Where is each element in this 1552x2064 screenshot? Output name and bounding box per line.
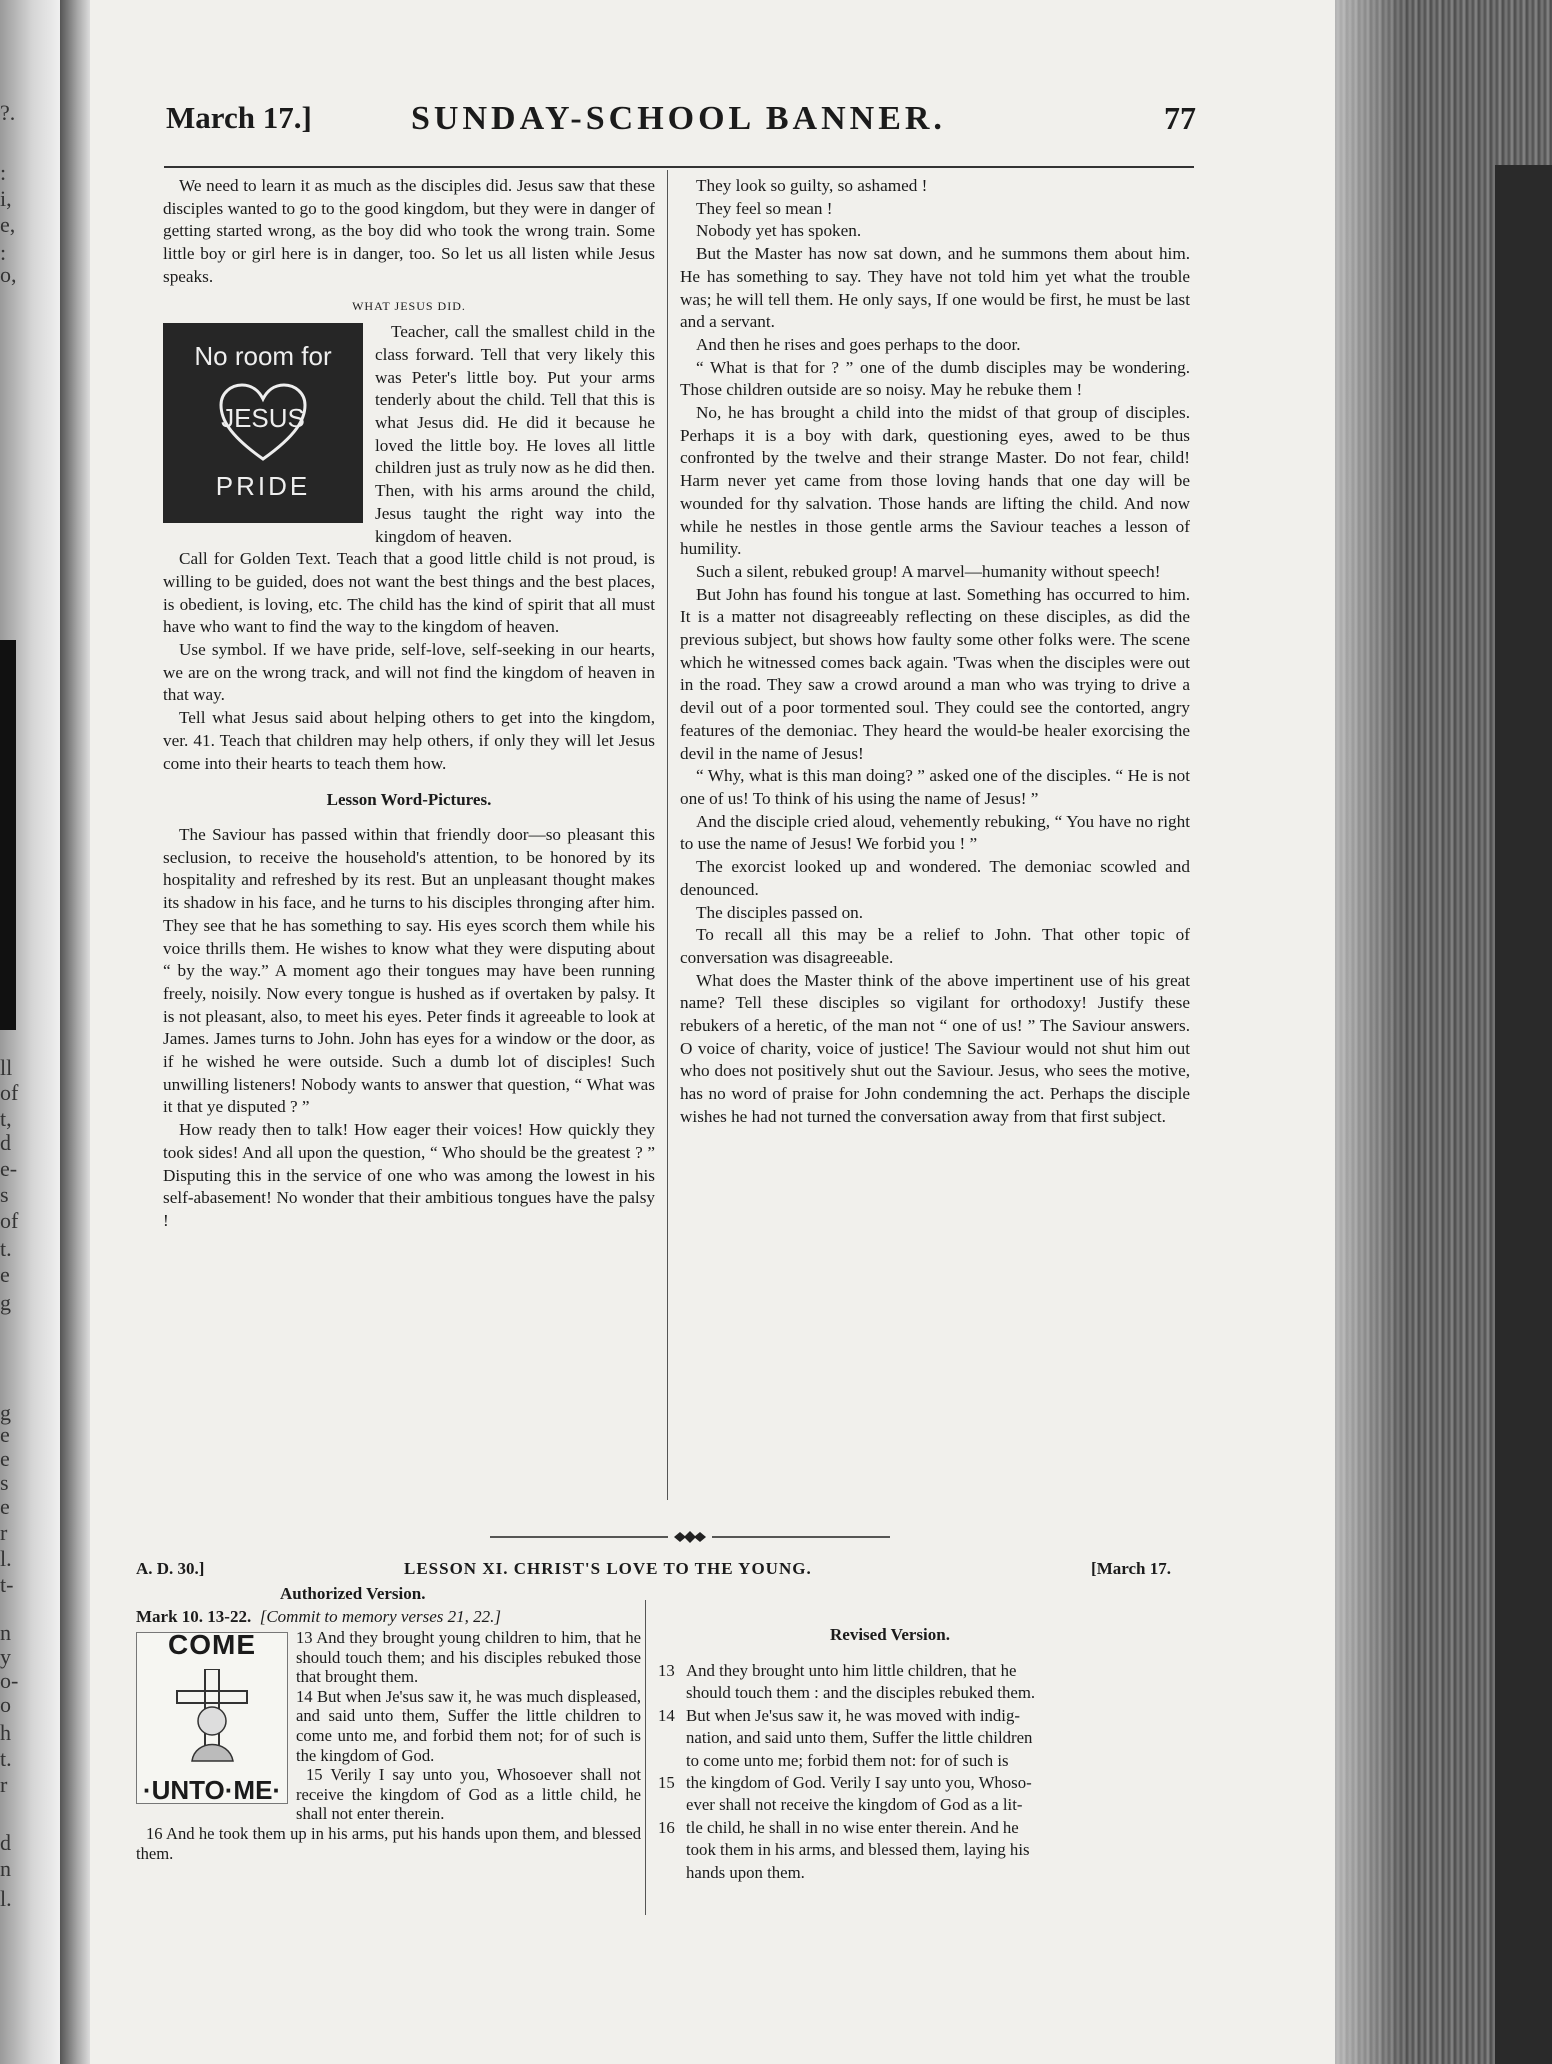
left-page-text-fragment: s [0,1470,9,1495]
cut-bottom-text: PRIDE [215,471,311,502]
left-page-dark-block [0,640,16,1030]
left-page-text-fragment: e- [0,1156,18,1181]
helping-paragraph: Tell what Jesus said about helping others to get into the kingdom, ver. 41. Teach that children may help others, if only they will let Jesus come into their hearts to teach them how. [163,708,655,773]
commit-note: [Commit to memory verses 21, 22.] [259,1607,502,1626]
golden-text-paragraph: Call for Golden Text. Teach that a good little child is not proud, is willing to be guided, does not want the best things and the best places, is obedient, is loving, etc. The child has the kind of spirit that all must have who want to find the way to the kingdom of heaven. [163,549,655,637]
rv-line-text: hands upon them. [686,1862,805,1882]
left-page-text-fragment: l. [0,1886,12,1911]
left-page-text-fragment: y [0,1644,11,1669]
book-gutter [60,0,90,2064]
left-page-text-fragment: : [0,240,7,265]
left-page-text-fragment: n [0,1620,11,1645]
intro-paragraph: We need to learn it as much as the disciples did. Jesus saw that these disciples wanted to go to the good kingdom, but they were in danger of getting started wrong, as the boy did who took the wrong train. Some little boy or girl here is in danger, too. So let us all listen while Jesus speaks. [163,176,655,286]
left-page-text-fragment: t, [0,1106,12,1131]
left-page-text-fragment: t. [0,1746,12,1771]
left-page-text-fragment: o [0,1692,11,1717]
ready-to-talk-paragraph: How ready then to talk! How eager their voices! How quickly they took sides! And all upon the question, “ Who should be the greatest ? ” Disputing this in the service of one who was among the lowest in his self-abasement! No wonder that their ambitious tongues have the palsy ! [163,1120,655,1230]
left-page-edge [0,0,60,2064]
left-page-text-fragment: n [0,1856,11,1881]
master-sat-paragraph: But the Master has now sat down, and he summons them about him. He has something to say. They have not told him yet what the trouble was; he will tell them. He only says, If one would be first, he must be last and a servant. [680,244,1190,332]
word-pictures-heading: Lesson Word-Pictures. [326,790,492,810]
cut-top-text: No room for [194,341,332,372]
rv-line-text: the kingdom of God. Verily I say unto you, Whoso- [686,1773,1032,1793]
left-page-text-fragment: ll [0,1055,13,1080]
authorized-version-heading: Authorized Version. [280,1584,426,1603]
rv-verse-number: 13 [658,1661,675,1680]
left-page-text-fragment: e [0,1422,10,1447]
lesson-year: A. D. 30.] [136,1559,205,1578]
rv-line-text: tle child, he shall in no wise enter therein. And he [686,1817,1019,1837]
spoken-line: Nobody yet has spoken. [696,221,862,241]
rv-verse-number [658,1682,686,1704]
rv-line [658,1727,1168,1749]
teacher-paragraph: Teacher, call the smallest child in the class forward. Tell that very likely this was Peter's little boy. Put your arms tenderly about the child. Tell that this is what Jesus did. He did it because he loved the little boy. He loves all little children just as truly now as he did then. Then, with his arms around the child, Jesus taught the right way into the kingdom of heaven. [375,322,655,546]
rv-verse-number [658,1862,686,1884]
rv-line [658,1862,1168,1884]
what-jesus-did-heading: WHAT JESUS DID. [352,298,466,313]
john-tongue-paragraph: But John has found his tongue at last. Something has occurred to him. It is a matter not disagreeably reflecting on these disciples, as did the previous subject, but shows how faulty some other folks were. The scene which he witnessed comes back again. 'Twas when the disciples were out in the road. They saw a crowd around a man who was trying to drive a devil out of a poor tormented soul. They could see the contorted, angry features of the demoniac. They heard the would-be healer exorcising the devil in the name of Jesus! [680,584,1190,763]
running-header [166,100,1196,146]
disciple-cried-paragraph: And the disciple cried aloud, vehemently rebuking, “ You have no right to use the name of Jesus! We forbid you ! ” [680,811,1190,854]
lesson-date: [March 17. [1091,1559,1171,1578]
left-page-text-fragment: l. [0,1546,12,1571]
lesson-title-line [136,1555,1171,1585]
authorized-version-text [136,1628,641,1863]
rv-line [658,1660,1168,1682]
page-number: 77 [1164,100,1196,136]
rv-verse-number [658,1727,686,1749]
left-page-text-fragment: t- [0,1572,14,1597]
rv-line-text: nation, and said unto them, Suffer the little children [686,1728,1033,1748]
header-date: March 17.] [166,100,312,135]
left-page-text-fragment: d [0,1830,11,1855]
left-page-text-fragment: of [0,1208,19,1233]
version-divider [645,1600,646,1915]
av-verse-16: 16 And he took them up in his arms, put his hands upon them, and blessed them. [136,1823,641,1863]
book-spine [1495,165,1552,2064]
lesson-title: LESSON XI. CHRIST'S LOVE TO THE YOUNG. [404,1559,812,1578]
scripture-reference: Mark 10. 13-22. [136,1607,252,1626]
rv-line [658,1705,1168,1727]
column-divider [667,170,668,1500]
left-page-text-fragment: o- [0,1668,19,1693]
rv-line [658,1794,1168,1816]
ornament-rule [490,1530,890,1544]
rv-verse-number: 16 [658,1817,675,1837]
rv-line-text: ever shall not receive the kingdom of God as a lit- [686,1795,1023,1815]
rv-line-text: to come unto me; forbid them not: for of such is [686,1750,1009,1770]
rv-verse-number: 15 [658,1773,675,1793]
what-for-paragraph: “ What is that for ? ” one of the dumb disciples may be wondering. Those children outside are so noisy. May he rebuke them ! [680,357,1190,400]
rv-line [658,1817,1168,1839]
av-verse-14: 14 But when Je'sus saw it, he was much displeased, and said unto them, Suffer the little children to come unto me, and forbid them not; for of such is the kingdom of God. [296,1686,641,1765]
rv-line [658,1682,1168,1704]
left-page-text-fragment: t. [0,1236,12,1261]
saviour-paragraph: The Saviour has passed within that friendly door—so pleasant this seclusion, to receive the household's attention, to be honored by its hospitality and refreshed by its rest. But an unpleasant thought makes its shadow in his face, and he turns to his disciples thronging after him. They see that he has something to say. His eyes scorch them while his voice thrills them. He wishes to know what they were disputing about “ by the way.” A moment ago their tongues may have been running freely, noisily. Now every tongue is hushed as if overtaken by palsy. It is not pleasant, also, to meet his eyes. Peter finds it agreeable to look at James. James turns to John. John has eyes for a window or the door, as if he wished he were outside. Such a dumb lot of disciples! Such unwilling listeners! Nobody wants to answer that question, “ What was it that ye disputed ? ” [163,824,655,1117]
rv-verse-number [658,1750,686,1772]
cross-figure-icon [167,1669,257,1765]
rv-line [658,1772,1168,1794]
silent-group-paragraph: Such a silent, rebuked group! A marvel—humanity without speech! [696,561,1161,581]
rv-line-text: But when Je'sus saw it, he was moved with indig- [686,1705,1020,1725]
left-page-text-fragment: r [0,1772,8,1797]
rv-line-text: And they brought unto him little children, that he [686,1661,1017,1680]
rv-verse-number [658,1839,686,1861]
revised-version-text [658,1660,1168,1884]
left-page-text-fragment: h [0,1720,11,1745]
header-rule [164,166,1194,168]
come-cut-top: COME [168,1629,256,1660]
rv-line [658,1750,1168,1772]
guilty-line: They look so guilty, so ashamed ! [696,176,928,195]
rv-line [658,1839,1168,1861]
symbol-paragraph: Use symbol. If we have pride, self-love, self-seeking in our hearts, we are on the wrong track, and will not find the kingdom of heaven in that way. [163,640,655,705]
left-column [163,175,655,1233]
come-unto-me-cut [136,1629,288,1806]
left-page-text-fragment: e [0,1262,10,1287]
left-page-text-fragment: g [0,1400,11,1425]
rv-line-text: took them in his arms, and blessed them, laying his [686,1840,1030,1860]
recall-paragraph: To recall all this may be a relief to John. That other topic of conversation was disagreeable. [680,925,1190,967]
master-think-paragraph: What does the Master think of the above impertinent use of his great name? Tell these disciples so vigilant for orthodoxy! Justify these rebukers of a heretic, of the man not “ one of us! ” The Saviour answers. O voice of charity, voice of justice! The Saviour would not shut him out who does not positively shut out the Saviour. Jesus, who sees the motive, has no word of praise for John condemning the act. Perhaps the disciple wishes he had not turned the conversation away from that first subject. [680,970,1190,1126]
av-verse-13: 13 And they brought young children to him, that he should touch them; and his disciples rebuked those that brought them. [296,1628,641,1687]
left-page-text-fragment: o, [0,262,17,287]
mean-line: They feel so mean ! [696,198,833,218]
left-page-text-fragment: i, [0,186,12,211]
rv-line-text: should touch them : and the disciples rebuked them. [686,1683,1036,1703]
left-page-text-fragment: s [0,1182,9,1207]
rises-paragraph: And then he rises and goes perhaps to the door. [696,334,1021,354]
child-midst-paragraph: No, he has brought a child into the midst of that group of disciples. Perhaps it is a boy with dark, questioning eyes, awed to be thus confronted by the twelve and their strange Master. Do not fear, child! Harm never yet came from those loving hands that one day will be wounded for thy salvation. Those hands are lifting the child. And now while he nestles in those gentle arms the Saviour teaches a lesson of humility. [680,403,1190,559]
left-page-text-fragment: : [0,160,7,185]
left-page-text-fragment: d [0,1130,11,1155]
rv-verse-number: 14 [658,1705,675,1725]
left-page-text-fragment: of [0,1080,19,1105]
cut-middle-text: JESUS [221,403,305,434]
left-page-text-fragment: e [0,1494,10,1519]
why-what-paragraph: “ Why, what is this man doing? ” asked one of the disciples. “ He is not one of us! To think of his using the name of Jesus! ” [680,766,1190,808]
left-page-text-fragment: g [0,1290,11,1315]
header-title: SUNDAY-SCHOOL BANNER. [411,100,946,137]
come-cut-bottom: ·UNTO·ME· [142,1775,282,1806]
left-page-text-fragment: e, [0,212,16,237]
revised-version-heading: Revised Version. [830,1625,950,1644]
left-page-text-fragment: ?. [0,100,16,125]
no-room-for-jesus-cut [163,323,363,523]
scripture-reference-line [136,1607,501,1627]
exorcist-paragraph: The exorcist looked up and wondered. The demoniac scowled and denounced. [680,857,1190,899]
passed-on-paragraph: The disciples passed on. [696,902,864,922]
left-page-text-fragment: r [0,1520,8,1545]
av-verse-15: 15 Verily I say unto you, Whosoever shall not receive the kingdom of God as a little child, he shall not enter therein. [296,1765,641,1824]
left-page-text-fragment: e [0,1446,10,1471]
right-column [680,175,1190,1129]
rv-verse-number [658,1794,686,1816]
